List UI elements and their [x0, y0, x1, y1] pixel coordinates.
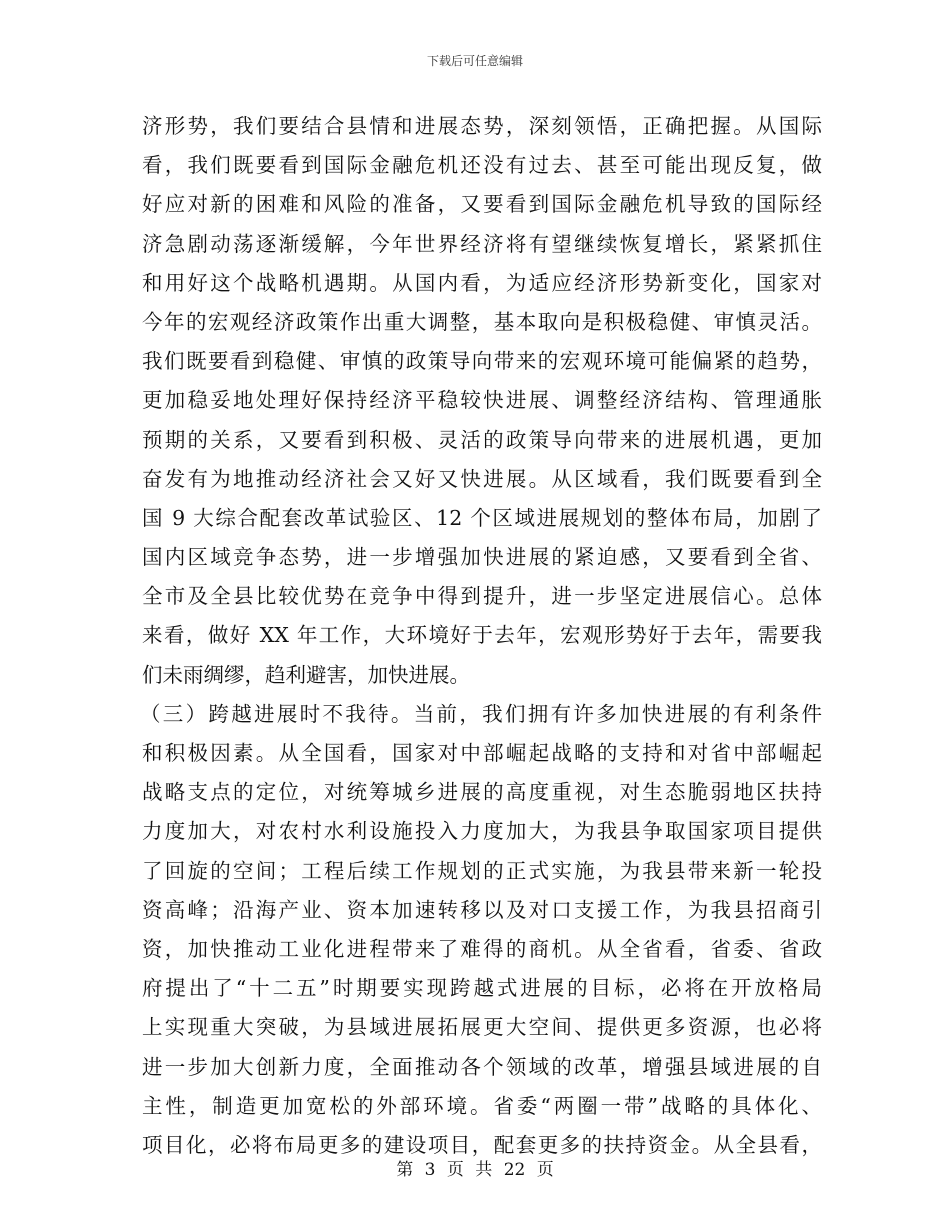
paragraph-line: 我们既要看到稳健、审慎的政策导向带来的宏观环境可能偏紧的趋势， [142, 349, 822, 374]
page-number-footer: 第 3 页 共 22 页 [396, 1160, 554, 1180]
paragraph-line: 力度加大，对农村水利设施投入力度加大，为我县争取国家项目提供 [142, 819, 822, 844]
paragraph-line: 好应对新的困难和风险的准备，又要看到国际金融危机导致的国际经 [142, 192, 822, 217]
paragraph-line: 看，我们既要看到国际金融危机还没有过去、甚至可能出现反复，做 [142, 153, 822, 178]
paragraph-line: 更加稳妥地处理好保持经济平稳较快进展、调整经济结构、管理通胀 [142, 388, 822, 413]
paragraph-line: 战略支点的定位，对统筹城乡进展的高度重视，对生态脆弱地区扶持 [142, 780, 822, 805]
page-header-note: 下载后可任意编辑 [426, 54, 523, 68]
paragraph-line: 和积极因素。从全国看，国家对中部崛起战略的支持和对省中部崛起 [142, 741, 822, 765]
paragraph-line: 济形势，我们要结合县情和进展态势，深刻领悟，正确把握。从国际 [142, 114, 822, 138]
paragraph-line: 上实现重大突破，为县域进展拓展更大空间、提供更多资源，也必将 [142, 1015, 822, 1040]
paragraph-line: 奋发有为地推动经济社会又好又快进展。从区域看，我们既要看到全 [142, 466, 822, 491]
paragraph-line: 进一步加大创新力度，全面推动各个领域的改革，增强县域进展的自 [142, 1054, 822, 1079]
paragraph-line: 们未雨绸缪，趋利避害，加快进展。 [142, 662, 470, 687]
paragraph-line: 国 9 大综合配套改革试验区、12 个区域进展规划的整体布局，加剧了 [142, 505, 822, 530]
paragraph-line: 了回旋的空间；工程后续工作规划的正式实施，为我县带来新一轮投 [142, 858, 822, 883]
paragraph-line: 资，加快推动工业化进程带来了难得的商机。从全省看，省委、省政 [142, 936, 822, 961]
paragraph-line: 国内区域竞争态势，进一步增强加快进展的紧迫感，又要看到全省、 [142, 545, 822, 570]
paragraph-line: 和用好这个战略机遇期。从国内看，为适应经济形势新变化，国家对 [142, 270, 822, 295]
paragraph-line: 济急剧动荡逐渐缓解，今年世界经济将有望继续恢复增长，紧紧抓住 [142, 231, 822, 256]
paragraph-line: 来看，做好 XX 年工作，大环境好于去年，宏观形势好于去年，需要我 [142, 623, 822, 648]
paragraph-line: 资高峰；沿海产业、资本加速转移以及对口支援工作，为我县招商引 [142, 897, 822, 922]
paragraph-line: 预期的关系，又要看到积极、灵活的政策导向带来的进展机遇，更加 [142, 427, 822, 452]
paragraph-line: （三）跨越进展时不我待。当前，我们拥有许多加快进展的有利条件 [140, 701, 822, 726]
paragraph-line: 项目化，必将布局更多的建设项目，配套更多的扶持资金。从全县看， [142, 1132, 822, 1157]
paragraph-line: 全市及全县比较优势在竞争中得到提升，进一步坚定进展信心。总体 [142, 584, 822, 609]
paragraph-line: 今年的宏观经济政策作出重大调整，基本取向是积极稳健、审慎灵活。 [142, 309, 822, 334]
paragraph-line: 主性，制造更加宽松的外部环境。省委“两圈一带”战略的具体化、 [142, 1093, 822, 1118]
document-body [142, 107, 822, 1165]
paragraph-line: 府提出了“十二五”时期要实现跨越式进展的目标，必将在开放格局 [142, 976, 822, 1001]
